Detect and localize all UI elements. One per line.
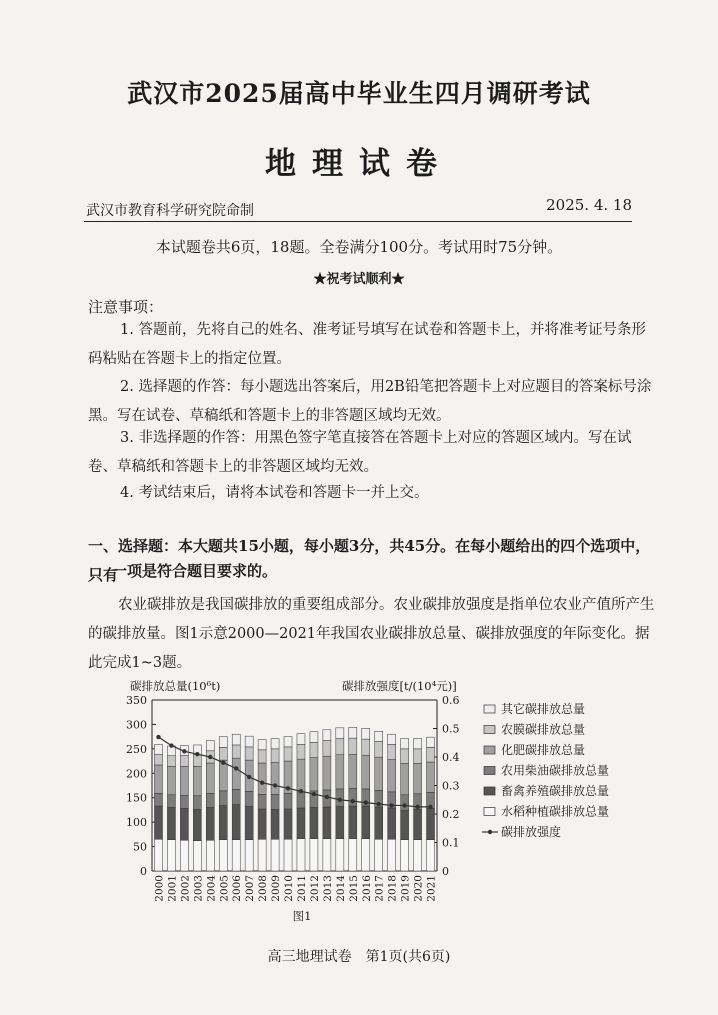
bar-segment-1: [219, 840, 227, 871]
bar-segment-5: [349, 738, 357, 754]
y-tick-label-left: 0: [140, 865, 147, 878]
note-item: 1. 答题前，先将自己的姓名、准考证号填写在试卷和答题卡上，并将准考证号条形码粘贴在答题卡上的指定位置。: [88, 322, 646, 367]
bar-segment-2: [388, 808, 396, 839]
legend-label: 碳排放强度: [501, 825, 562, 839]
section-heading-cont: 一项是符合题目要求的。: [112, 562, 278, 580]
bar-segment-1: [336, 839, 344, 871]
y-tick-label-right: 0: [442, 865, 449, 878]
bar-segment-4: [232, 758, 240, 789]
bar-segment-3: [349, 788, 357, 806]
bar-segment-5: [297, 744, 305, 759]
bar-segment-4: [310, 758, 318, 791]
bar-segment-2: [427, 808, 435, 839]
bar-segment-2: [258, 809, 266, 839]
x-tick-label: 2004: [205, 875, 218, 902]
legend-label: 农用柴油碳排放总量: [501, 763, 610, 778]
x-tick-label: 2017: [373, 875, 386, 902]
bar-segment-1: [245, 840, 253, 871]
bar-segment-4: [154, 765, 162, 793]
y-tick-label-right: 0.2: [442, 808, 460, 821]
intensity-point: [169, 743, 173, 747]
x-tick-label: 2019: [399, 875, 412, 902]
intensity-point: [338, 798, 342, 802]
x-tick-label: 2000: [153, 875, 166, 902]
bar-segment-1: [323, 839, 331, 871]
bar-segment-4: [180, 766, 188, 795]
carbon-emission-chart: [112, 676, 632, 926]
bar-segment-5: [180, 755, 188, 766]
bar-segment-4: [336, 755, 344, 789]
bar-segment-4: [193, 766, 201, 795]
bar-segment-5: [271, 749, 279, 763]
bar-segment-2: [336, 807, 344, 839]
bar-segment-5: [219, 747, 227, 760]
bar-segment-3: [193, 796, 201, 810]
bar-segment-3: [245, 791, 253, 806]
intensity-point: [428, 805, 432, 809]
bar-segment-1: [297, 839, 305, 871]
x-tick-label: 2008: [257, 875, 270, 902]
bar-segment-5: [336, 739, 344, 755]
y-tick-label-right: 0.4: [442, 751, 460, 764]
bar-segment-1: [388, 839, 396, 871]
figure-caption: 图1: [292, 909, 312, 923]
bar-segment-5: [375, 742, 383, 758]
bar-segment-2: [414, 809, 422, 839]
note-item: 4. 考试结束后，请将本试卷和答题卡一并上交。: [120, 485, 429, 501]
bar-segment-6: [388, 734, 396, 744]
bar-segment-1: [232, 840, 240, 871]
intensity-point: [195, 752, 199, 756]
bar-segment-3: [219, 791, 227, 806]
exam-date: 2025. 4. 18: [546, 196, 632, 214]
bar-segment-6: [232, 734, 240, 745]
bar-segment-6: [271, 739, 279, 749]
x-tick-label: 2014: [334, 875, 347, 902]
bar-segment-6: [375, 731, 383, 741]
intensity-point: [389, 803, 393, 807]
intensity-point: [364, 800, 368, 804]
y-tick-label-right: 0.6: [442, 694, 460, 707]
bar-segment-2: [154, 806, 162, 839]
bar-segment-2: [180, 808, 188, 840]
bar-segment-5: [258, 750, 266, 763]
bar-segment-5: [167, 756, 175, 767]
page-footer: 高三地理试卷 第1页(共6页): [267, 949, 451, 965]
subject-title: 地理试卷: [265, 146, 453, 182]
bar-segment-3: [232, 789, 240, 804]
x-tick-label: 2011: [295, 875, 308, 902]
intensity-point: [260, 780, 264, 784]
bar-segment-5: [284, 747, 292, 761]
y-tick-label-left: 350: [126, 694, 147, 707]
bar-segment-4: [206, 763, 214, 793]
bar-segment-3: [271, 794, 279, 809]
intensity-point: [402, 803, 406, 807]
bar-segment-1: [375, 839, 383, 871]
bar-segment-5: [388, 744, 396, 759]
bar-segment-6: [414, 739, 422, 749]
y-tick-label-right: 0.3: [442, 779, 460, 793]
y-tick-label-right: 0.5: [442, 722, 460, 736]
bar-segment-5: [323, 741, 331, 757]
intensity-point: [415, 805, 419, 809]
notes-heading: 注意事项：: [88, 298, 164, 316]
x-tick-label: 2003: [192, 875, 205, 902]
bar-segment-6: [336, 728, 344, 739]
bar-segment-1: [167, 840, 175, 871]
bar-segment-4: [167, 766, 175, 794]
bar-segment-6: [154, 744, 162, 754]
bar-segment-3: [180, 795, 188, 808]
bar-segment-5: [414, 749, 422, 764]
intensity-point: [312, 792, 316, 796]
legend-swatch: [484, 705, 495, 713]
intensity-point: [273, 783, 277, 787]
bar-segment-5: [427, 747, 435, 762]
y-tick-label-left: 200: [126, 767, 147, 781]
y-tick-label-right: 0.1: [442, 836, 460, 850]
bar-segment-2: [349, 806, 357, 839]
bar-segment-3: [297, 792, 305, 808]
bar-segment-3: [284, 793, 292, 809]
bar-segment-6: [206, 741, 214, 751]
x-tick-label: 2015: [347, 875, 360, 902]
x-tick-label: 2020: [412, 875, 425, 902]
x-tick-label: 2001: [166, 875, 179, 902]
y-axis-left-label: 碳排放总量(10⁶t): [130, 679, 221, 693]
bar-segment-5: [154, 754, 162, 765]
exam-title: 武汉市2025届高中毕业生四月调研考试: [127, 79, 591, 108]
x-tick-label: 2021: [425, 875, 438, 902]
x-tick-label: 2013: [321, 875, 334, 902]
bar-segment-2: [219, 806, 227, 840]
legend-label: 化肥碳排放总量: [501, 743, 586, 757]
bar-segment-3: [167, 795, 175, 808]
x-tick-label: 2005: [218, 875, 231, 902]
exam-intro: 本试题卷共6页，18题。全卷满分100分。考试用时75分钟。: [155, 238, 563, 256]
bar-segment-6: [219, 737, 227, 748]
x-tick-label: 2018: [386, 875, 399, 902]
bar-segment-6: [297, 734, 305, 745]
bar-segment-2: [362, 806, 370, 839]
header-rule: [84, 221, 632, 222]
good-luck-line: ★祝考试顺利★: [313, 272, 405, 287]
y-tick-label-left: 100: [126, 816, 147, 830]
legend-swatch: [484, 726, 495, 734]
bar-segment-2: [375, 807, 383, 839]
bar-segment-2: [284, 809, 292, 839]
bar-segment-4: [401, 764, 409, 795]
bar-segment-4: [297, 759, 305, 792]
bar-segment-1: [414, 840, 422, 871]
y-axis-right-label: 碳排放强度[t/(10⁴元)]: [342, 679, 457, 693]
bar-segment-5: [193, 755, 201, 767]
bar-segment-1: [258, 839, 266, 871]
intensity-point: [221, 761, 225, 765]
y-tick-label-left: 300: [126, 718, 147, 732]
bar-segment-2: [323, 807, 331, 839]
bar-segment-2: [297, 808, 305, 839]
bar-segment-4: [388, 760, 396, 792]
x-tick-label: 2007: [244, 875, 257, 902]
organizer: 武汉市教育科学研究院命制: [86, 203, 254, 219]
bar-segment-5: [401, 749, 409, 764]
bar-segment-5: [362, 739, 370, 755]
legend-label: 水稻种植碳排放总量: [501, 804, 610, 819]
bar-segment-3: [401, 795, 409, 811]
legend-label: 农膜碳排放总量: [501, 722, 586, 737]
intensity-point: [325, 795, 329, 799]
y-tick-label-left: 250: [126, 742, 147, 756]
intensity-point: [286, 786, 290, 790]
bar-segment-1: [401, 840, 409, 871]
bar-segment-6: [245, 736, 253, 747]
bar-segment-1: [271, 839, 279, 871]
bar-segment-4: [258, 763, 266, 794]
section-heading: 一、选择题：本大题共15小题，每小题3分，共45分。在每小题给出的四个选项中，只有: [88, 537, 651, 584]
x-tick-label: 2009: [270, 875, 283, 902]
intensity-point: [208, 755, 212, 759]
bar-segment-1: [193, 841, 201, 871]
bar-segment-2: [245, 807, 253, 840]
legend-label: 畜禽养殖碳排放总量: [501, 784, 610, 798]
intensity-point: [351, 799, 355, 803]
bar-segment-4: [349, 754, 357, 788]
intensity-point: [234, 766, 238, 770]
bar-segment-5: [245, 747, 253, 760]
bar-segment-4: [271, 763, 279, 795]
x-tick-label: 2010: [283, 875, 296, 902]
intensity-point: [247, 775, 251, 779]
x-tick-label: 2002: [179, 875, 192, 902]
bar-segment-4: [375, 757, 383, 790]
bar-segment-1: [206, 840, 214, 871]
bar-segment-1: [284, 839, 292, 871]
bar-segment-6: [362, 728, 370, 739]
legend-line-marker: [488, 830, 492, 834]
bar-segment-3: [154, 793, 162, 806]
bar-segment-6: [427, 737, 435, 747]
legend-swatch: [484, 767, 495, 775]
question-stem: 农业碳排放是我国碳排放的重要组成部分。农业碳排放强度是指单位农业产值所产生的碳排放量。图1示意2000—2021年我国农业碳排放总量、碳排放强度的年际变化。据此完成1~3题。: [88, 597, 655, 671]
x-tick-label: 2012: [308, 875, 321, 902]
note-item: 3. 非选择题的作答：用黑色签字笔直接答在答题卡上对应的答题区域内。写在试卷、草稿纸和答题卡上的非答题区域均无效。: [88, 430, 632, 475]
bar-segment-2: [401, 810, 409, 839]
bar-segment-6: [401, 739, 409, 749]
legend-swatch: [484, 746, 495, 754]
y-tick-label-left: 50: [133, 840, 147, 854]
intensity-point: [299, 789, 303, 793]
bar-segment-6: [258, 740, 266, 750]
x-tick-label: 2006: [231, 875, 244, 902]
bar-segment-2: [310, 807, 318, 838]
intensity-point: [182, 749, 186, 753]
note-item: 2. 选择题的作答：每小题选出答案后，用2B铅笔把答题卡上对应题目的答案标号涂黑。写在试卷、草稿纸和答题卡上的非答题区域均无效。: [88, 379, 652, 424]
bar-segment-2: [271, 809, 279, 839]
bar-segment-4: [323, 756, 331, 790]
bar-segment-3: [206, 793, 214, 807]
bar-segment-4: [414, 764, 422, 794]
bar-segment-1: [154, 839, 162, 871]
bar-segment-4: [362, 755, 370, 789]
bar-segment-1: [427, 840, 435, 871]
bar-segment-1: [310, 839, 318, 871]
bar-segment-3: [258, 794, 266, 809]
bar-segment-1: [180, 840, 188, 871]
bar-segment-6: [323, 730, 331, 741]
bar-segment-2: [193, 809, 201, 840]
legend-label: 其它碳排放总量: [501, 702, 586, 716]
bar-segment-4: [427, 762, 435, 792]
bar-segment-1: [362, 839, 370, 871]
bar-segment-6: [310, 732, 318, 743]
bar-segment-5: [310, 743, 318, 758]
intensity-point: [156, 735, 160, 739]
bar-segment-2: [167, 807, 175, 839]
bar-segment-6: [284, 737, 292, 747]
bar-segment-5: [232, 745, 240, 758]
legend-swatch: [484, 808, 495, 816]
bar-segment-2: [232, 805, 240, 840]
x-tick-label: 2016: [360, 875, 373, 902]
legend-swatch: [484, 787, 495, 795]
intensity-point: [377, 802, 381, 806]
bar-segment-6: [349, 727, 357, 738]
bar-segment-2: [206, 807, 214, 840]
y-tick-label-left: 150: [126, 791, 147, 805]
bar-segment-1: [349, 839, 357, 871]
